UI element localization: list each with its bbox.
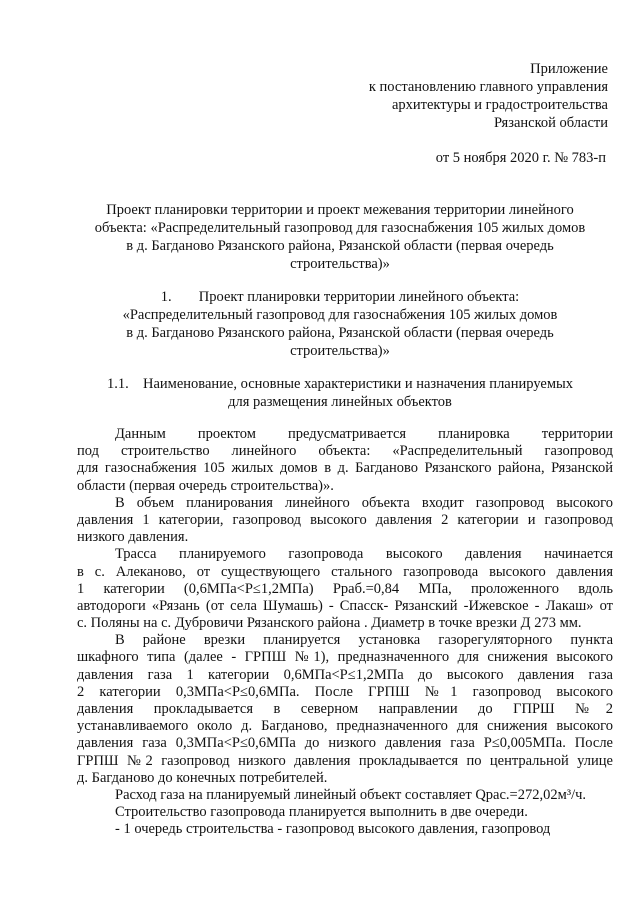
paragraph-line: - 1 очередь строительства - газопровод высокого давления, газопровод — [115, 821, 551, 838]
title-line: Проект планировки территории и проект межевания территории линейного — [106, 202, 574, 218]
section-heading-line: «Распределительный газопровод для газоснабжения 105 жилых домов — [122, 307, 558, 323]
body-paragraph — [77, 426, 613, 495]
section-heading-line: Проект планировки территории линейного объекта: — [198, 289, 520, 305]
paragraph-line: области (первая очередь строительства)». — [77, 477, 334, 494]
body-paragraph — [77, 495, 613, 547]
paragraph-line: Расход газа на планируемый линейный объект составляет Qрас.=272,02м³/ч. — [115, 786, 587, 803]
title-line: объекта: «Распределительный газопровод для газоснабжения 105 жилых домов — [94, 220, 586, 236]
document-body — [77, 426, 613, 839]
section-number: 1.1. — [107, 376, 129, 392]
section-1-heading — [70, 288, 610, 360]
paragraph-line: ГРПШ №2 газопровод низкого давления прокладывается по центральной улице — [77, 752, 613, 769]
paragraph-line: Данным проектом предусматривается планировка территории — [115, 426, 613, 442]
section-number: 1. — [160, 289, 172, 305]
paragraph-line: устанавливаемого около д. Багданово, предназначенного для снижения высокого — [77, 718, 613, 735]
paragraph-line: давления прокладывается в северном направлении до ГПРШ №2 — [77, 701, 613, 717]
paragraph-line: шкафного типа (далее - ГРПШ №1), предназначенного для снижения высокого — [77, 649, 613, 666]
header-line: Рязанской области — [494, 115, 608, 131]
header-line: к постановлению главного управления — [368, 79, 608, 95]
section-heading-line: Наименование, основные характеристики и назначения планируемых — [143, 376, 573, 392]
paragraph-line: под строительство линейного объекта: «Распределительный газопровод — [77, 443, 613, 460]
paragraph-line: давления газа 0,3МПа<Р≤0,6МПа до низкого давления газа Р≤0,005МПа. После — [77, 735, 613, 752]
paragraph-line: автодороги «Рязань (от села Шумашь) - Спасск- Рязанский -Ижевское - Лакаш» от — [77, 597, 613, 614]
paragraph-line: д. Багданово до конечных потребителей. — [77, 769, 328, 786]
paragraph-line: В районе врезки планируется установка газорегуляторного пункта — [115, 632, 613, 649]
decree-date: от 5 ноября 2020 г. № 783-п — [435, 150, 606, 166]
section-heading-line: для размещения линейных объектов — [228, 394, 452, 410]
paragraph-line: в с. Алеканово, от существующего стального газопровода высокого давления — [77, 563, 613, 580]
paragraph-line: с. Поляны на с. Дубровичи Рязанского района . Диаметр в точке врезки Д 273 мм. — [77, 615, 582, 632]
paragraph-line: Трасса планируемого газопровода высокого давления начинается — [115, 546, 613, 563]
section-heading-line: строительства)» — [290, 343, 390, 359]
section-heading-line: в д. Багданово Рязанского района, Рязанской области (первая очередь — [126, 325, 554, 341]
body-paragraph — [77, 787, 613, 804]
paragraph-line: для газоснабжения 105 жилых домов в д. Багданово Рязанского района, Рязанской — [77, 460, 613, 477]
paragraph-line: Строительство газопровода планируется выполнить в две очереди. — [115, 804, 528, 821]
body-paragraph — [77, 546, 613, 632]
body-paragraph — [77, 821, 613, 838]
title-line: в д. Багданово Рязанского района, Рязанской области (первая очередь — [126, 238, 554, 254]
body-paragraph — [77, 632, 613, 787]
document-title — [70, 201, 610, 273]
paragraph-line: низкого давления. — [77, 529, 189, 546]
title-line: строительства)» — [290, 256, 390, 272]
paragraph-line: давления 1 категории, газопровод высокого давления 2 категории и газопровод — [77, 511, 613, 528]
paragraph-line: 2 категории 0,3МПа<Р≤0,6МПа. После ГРПШ №1 газопровод высокого — [77, 683, 613, 700]
header-line: Приложение — [530, 61, 608, 77]
header-line: архитектуры и градостроительства — [391, 97, 608, 113]
appendix-header — [188, 61, 608, 133]
section-1-1-heading — [70, 375, 610, 411]
paragraph-line: 1 категории (0,6МПа<Р≤1,2МПа) Рраб.=0,84 МПа, проложенного вдоль — [77, 580, 613, 597]
paragraph-line: В объем планирования линейного объекта входит газопровод высокого — [115, 494, 613, 511]
paragraph-line: давления газа 1 категории 0,6МПа<Р≤1,2МПа до высокого давления газа — [77, 666, 613, 683]
body-paragraph — [77, 804, 613, 821]
